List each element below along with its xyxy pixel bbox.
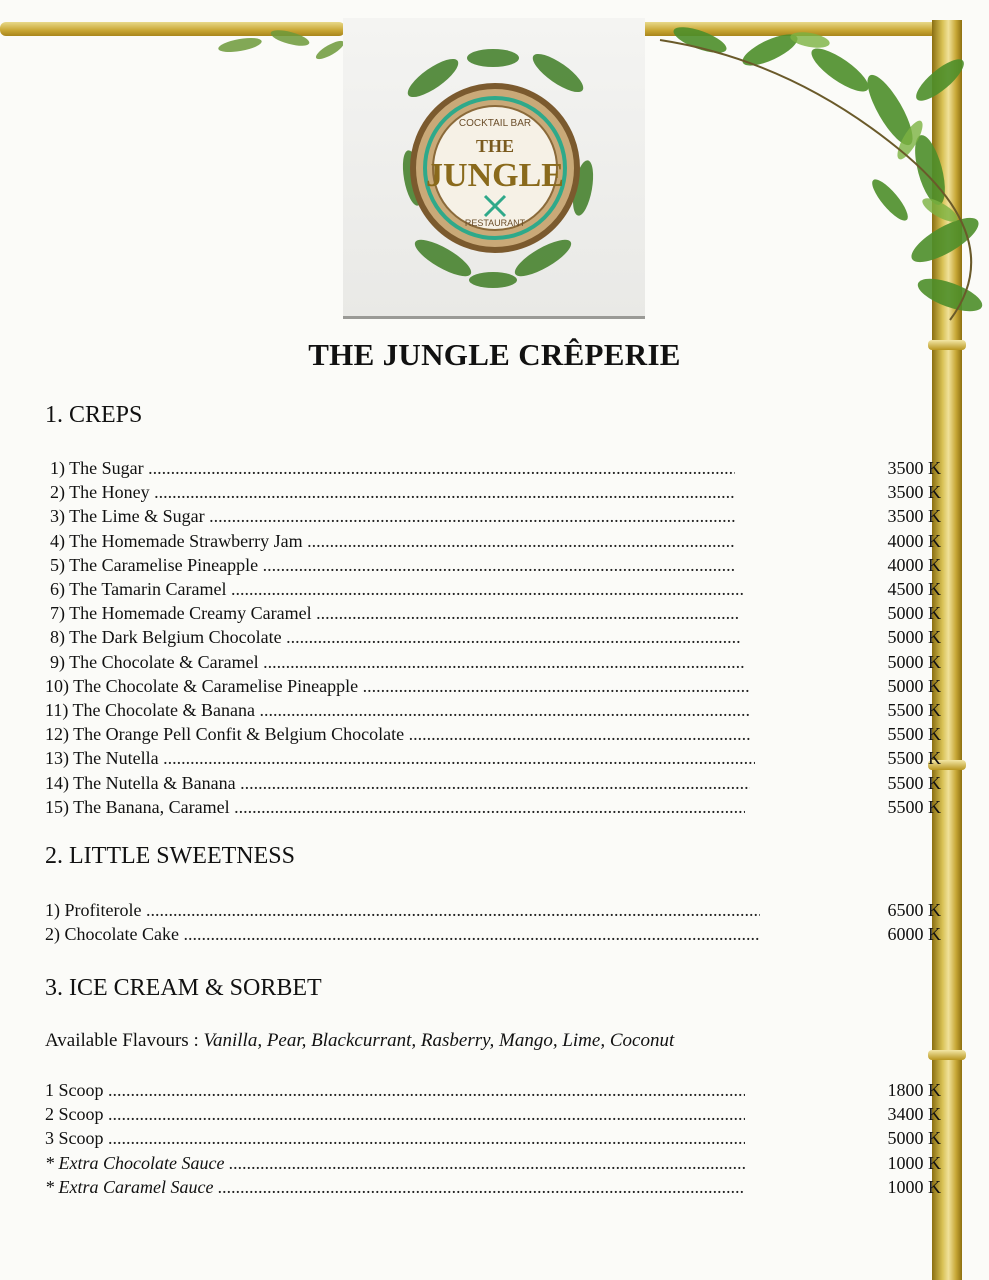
menu-item: [0, 922, 989, 946]
menu-item: [0, 625, 989, 649]
flavours-label: Available Flavours :: [45, 1030, 204, 1051]
menu-item: [0, 577, 989, 601]
menu-item: [0, 553, 989, 577]
menu-item-price: 3400 K: [887, 1104, 941, 1124]
logo-jungle-text: JUNGLE: [426, 157, 564, 194]
menu-item-price: 5500 K: [887, 797, 941, 817]
menu-item: [0, 456, 989, 480]
menu-item-price: 6000 K: [887, 924, 941, 944]
menu-item-label: 1 Scoop .....: [45, 1078, 745, 1102]
menu-item-price: 5500 K: [887, 773, 941, 793]
menu-item-label: 14) The Nutella & Banana .....: [45, 771, 750, 795]
menu-item-label: 4) The Homemade Strawberry Jam .....: [50, 529, 735, 553]
menu-item-label: 1) Profiterole .....: [45, 898, 760, 922]
menu-item-label: 9) The Chocolate & Caramel .....: [50, 650, 745, 674]
section-heading: 1. CREPS: [45, 402, 143, 428]
menu-item-label: 13) The Nutella .....: [45, 746, 755, 770]
menu-item-label: 2) Chocolate Cake .....: [45, 922, 760, 946]
page-title: THE JUNGLE CRÊPERIE: [308, 337, 681, 372]
menu-item: [0, 529, 989, 553]
menu-item-label: 10) The Chocolate & Caramelise Pineapple .....: [45, 674, 750, 698]
menu-item: [0, 746, 989, 770]
menu-item-label: 7) The Homemade Creamy Caramel .....: [50, 601, 740, 625]
menu-item: [0, 795, 989, 819]
menu-item: [0, 698, 989, 722]
menu-item-price: 5000 K: [887, 603, 941, 623]
menu-item-price: 1000 K: [887, 1177, 941, 1197]
menu-item-price: 5000 K: [887, 627, 941, 647]
menu-item-price: 1000 K: [887, 1153, 941, 1173]
menu-item-label: * Extra Chocolate Sauce .....: [45, 1151, 745, 1175]
menu-item-price: 5000 K: [887, 652, 941, 672]
section-heading: 2. LITTLE SWEETNESS: [45, 843, 295, 869]
menu-item: [0, 771, 989, 795]
menu-item: [0, 650, 989, 674]
menu-item-label: 8) The Dark Belgium Chocolate .....: [50, 625, 740, 649]
menu-item: [0, 1126, 989, 1150]
section-heading: 3. ICE CREAM & SORBET: [45, 975, 322, 1001]
menu-item-label: 5) The Caramelise Pineapple .....: [50, 553, 735, 577]
menu-item-price: 1800 K: [887, 1080, 941, 1100]
menu-item-label: 2) The Honey .....: [50, 480, 735, 504]
logo-the-text: THE: [475, 136, 515, 156]
menu-item-label: 3) The Lime & Sugar .....: [50, 504, 735, 528]
menu-item: [0, 480, 989, 504]
available-flavours: [45, 1030, 674, 1052]
menu-item-price: 3500 K: [887, 506, 941, 526]
menu-item: [0, 722, 989, 746]
menu-item-price: 3500 K: [887, 482, 941, 502]
menu-item-label: 1) The Sugar .....: [50, 456, 735, 480]
restaurant-logo: [343, 18, 645, 319]
menu-item: [0, 1151, 989, 1175]
menu-item: [0, 674, 989, 698]
menu-item-price: 5500 K: [887, 748, 941, 768]
menu-item-label: 15) The Banana, Caramel .....: [45, 795, 745, 819]
menu-item-price: 3500 K: [887, 458, 941, 478]
menu-item: [0, 1078, 989, 1102]
menu-item-price: 5000 K: [887, 1128, 941, 1148]
flavours-list: Vanilla, Pear, Blackcurrant, Rasberry, Mango, Lime, Coconut: [203, 1030, 675, 1051]
menu-item-label: 2 Scoop .....: [45, 1102, 745, 1126]
menu-item: [0, 601, 989, 625]
menu-item: [0, 1102, 989, 1126]
logo-bottom-text: RESTAURANT: [464, 218, 526, 228]
menu-item: [0, 504, 989, 528]
menu-item-price: 6500 K: [887, 900, 941, 920]
menu-item-label: 11) The Chocolate & Banana .....: [45, 698, 750, 722]
menu-item-price: 5500 K: [887, 700, 941, 720]
menu-item-label: 6) The Tamarin Caramel .....: [50, 577, 745, 601]
menu-item-price: 4500 K: [887, 579, 941, 599]
menu-item: [0, 898, 989, 922]
menu-item-price: 4000 K: [887, 531, 941, 551]
bamboo-node: [928, 1050, 966, 1060]
jungle-leaves-decoration: [640, 20, 989, 330]
menu-item-price: 5500 K: [887, 724, 941, 744]
logo-top-text: COCKTAIL BAR: [458, 118, 532, 129]
leaf-sprig-decoration: [180, 20, 350, 80]
menu-item-price: 5000 K: [887, 676, 941, 696]
menu-item-label: 3 Scoop .....: [45, 1126, 745, 1150]
menu-item-price: 4000 K: [887, 555, 941, 575]
menu-item-label: 12) The Orange Pell Confit & Belgium Chocolate .....: [45, 722, 750, 746]
menu-item: [0, 1175, 989, 1199]
menu-item-label: * Extra Caramel Sauce .....: [45, 1175, 745, 1199]
